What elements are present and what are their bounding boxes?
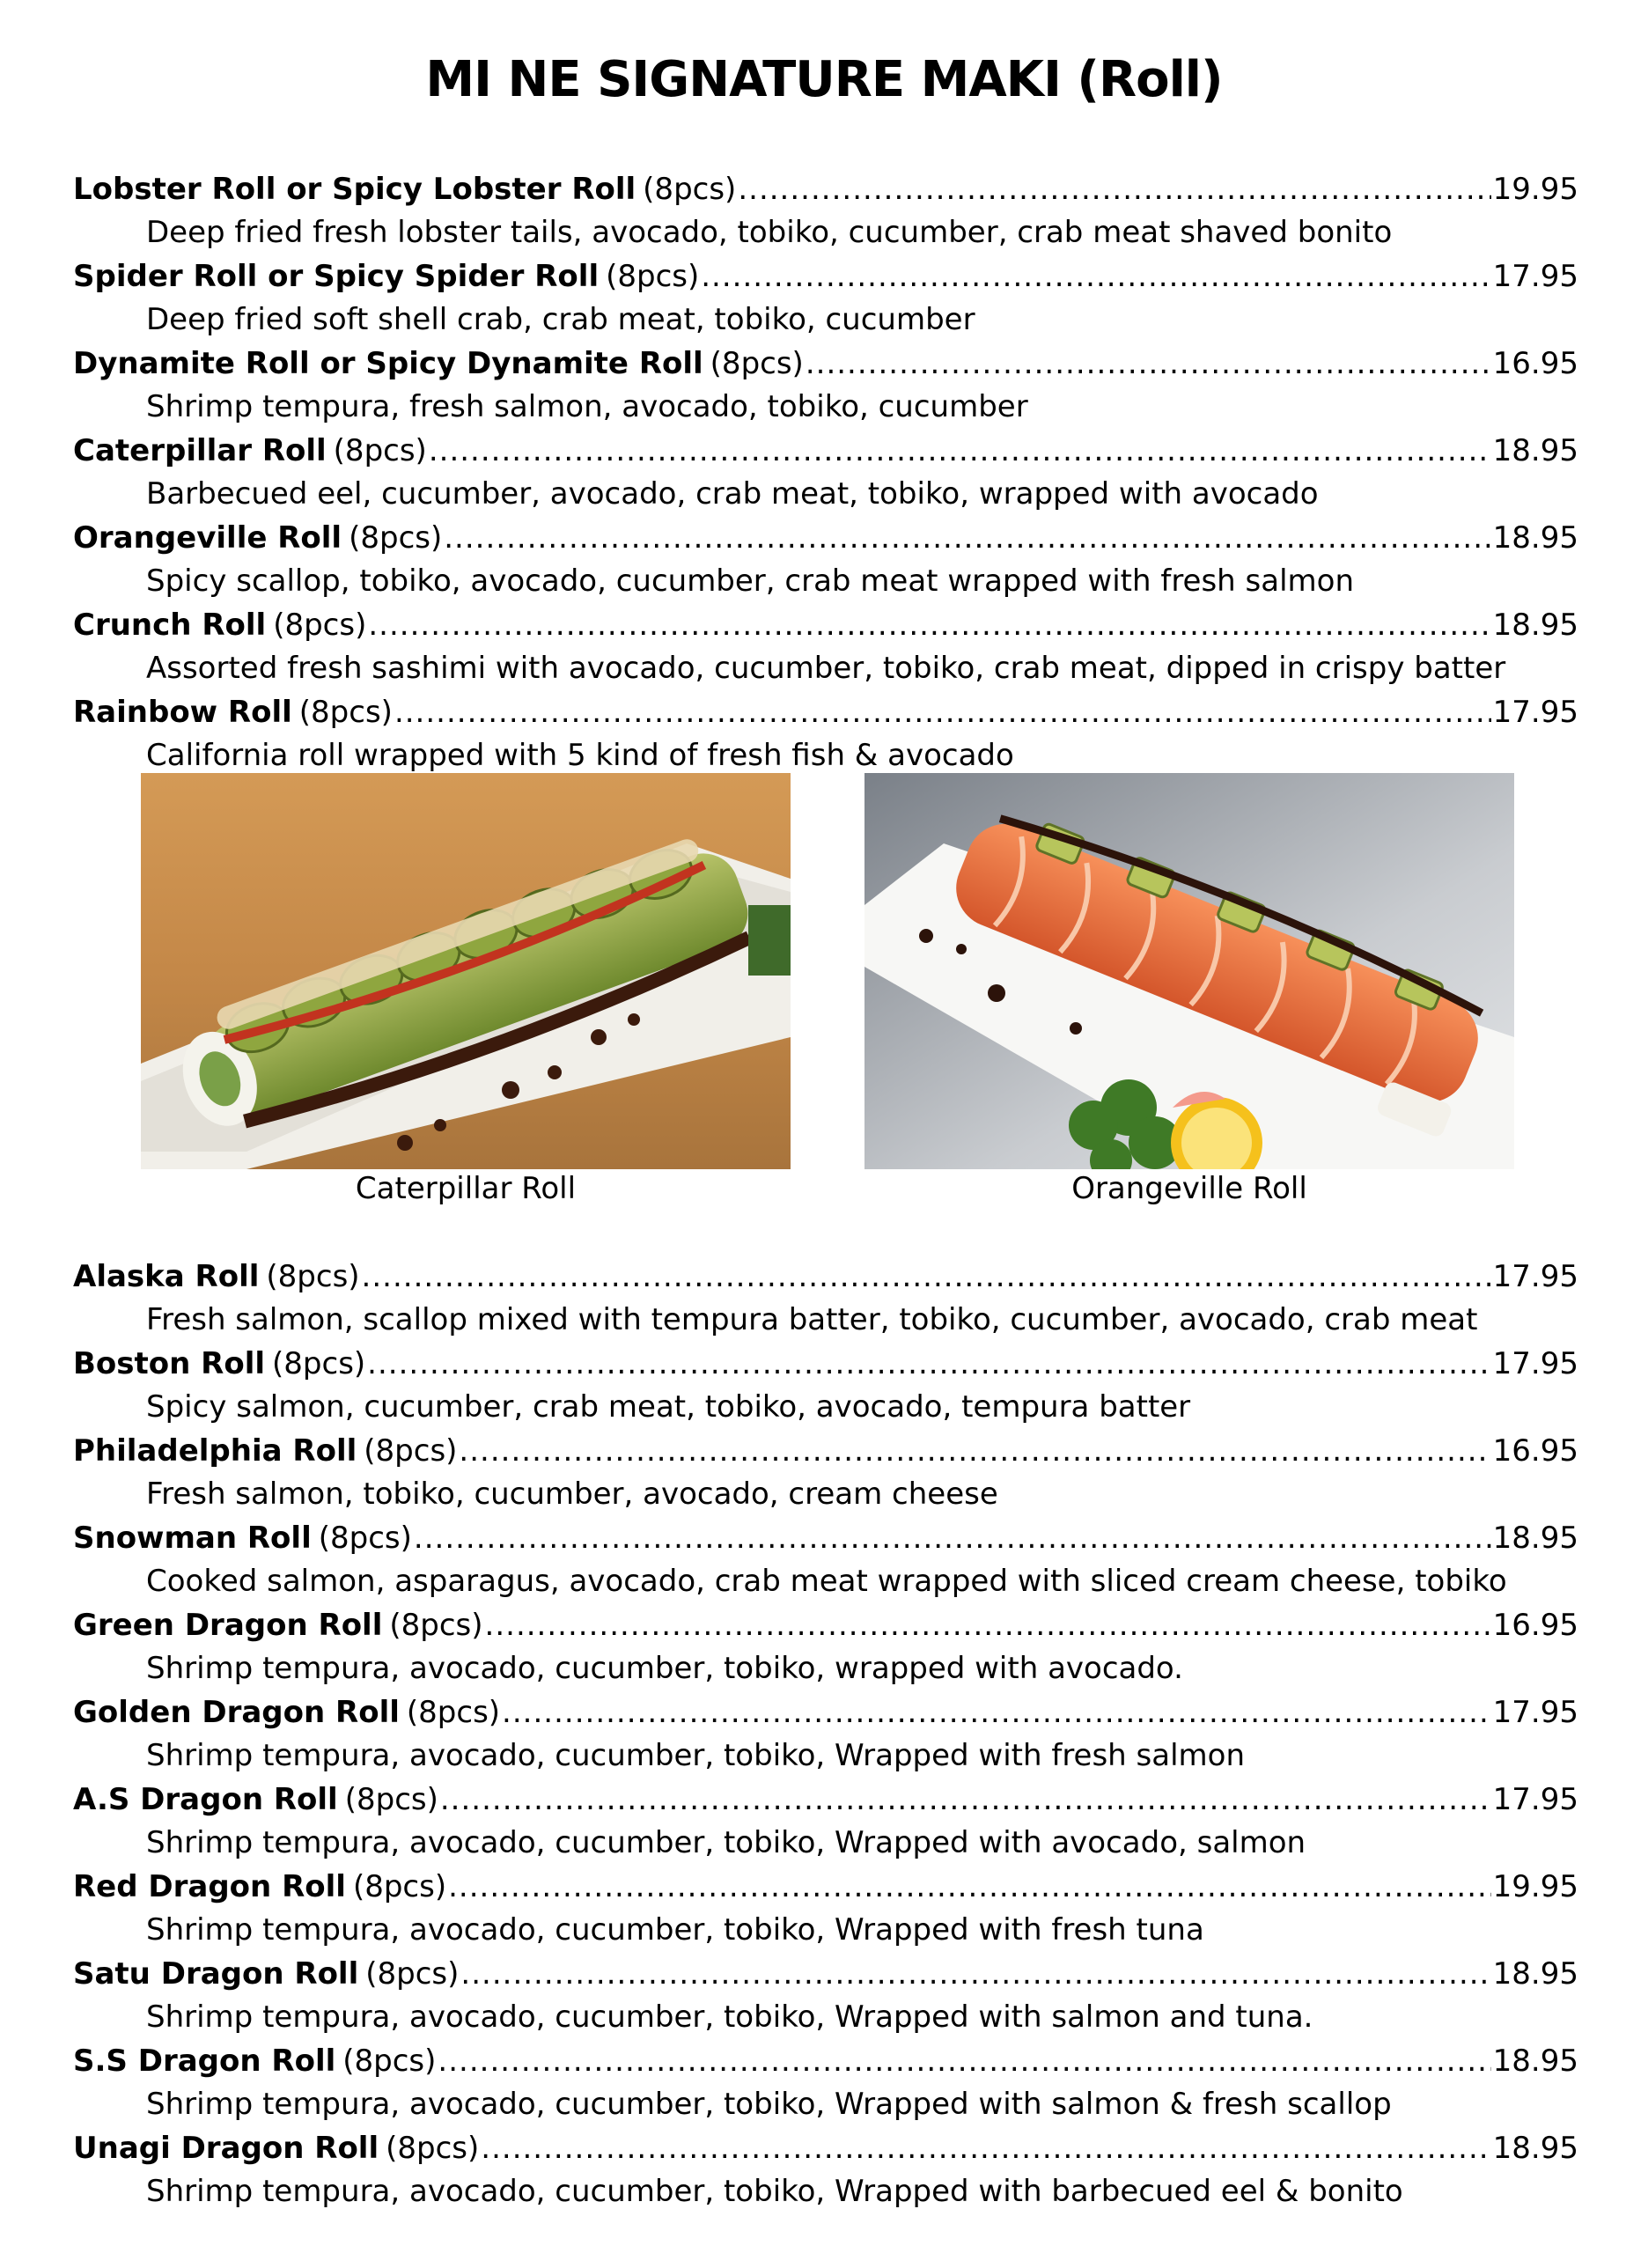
item-name: Green Dragon Roll bbox=[73, 1608, 383, 1643]
dot-leader bbox=[438, 2039, 1490, 2083]
item-price: 19.95 bbox=[1492, 1869, 1578, 1904]
item-quantity: (8pcs) bbox=[364, 1433, 458, 1469]
item-price: 17.95 bbox=[1492, 1259, 1578, 1294]
item-price: 18.95 bbox=[1492, 433, 1578, 468]
item-description: Spicy scallop, tobiko, avocado, cucumber, crab meat wrapped with fresh salmon bbox=[146, 563, 1355, 599]
item-name: Caterpillar Roll bbox=[73, 433, 327, 468]
item-name: Alaska Roll bbox=[73, 1259, 260, 1294]
item-quantity: (8pcs) bbox=[344, 1782, 438, 1817]
item-quantity: (8pcs) bbox=[365, 1956, 460, 1992]
menu-item bbox=[73, 167, 1578, 254]
item-description: Fresh salmon, scallop mixed with tempura batter, tobiko, cucumber, avocado, crab meat bbox=[146, 1302, 1478, 1337]
dot-leader bbox=[460, 1952, 1490, 1996]
dot-leader bbox=[459, 1429, 1490, 1473]
item-price: 18.95 bbox=[1492, 608, 1578, 643]
item-quantity: (8pcs) bbox=[266, 1259, 360, 1294]
menu-item bbox=[73, 690, 1578, 777]
photo-caption: Caterpillar Roll bbox=[355, 1171, 577, 1206]
item-name: Snowman Roll bbox=[73, 1521, 312, 1556]
dot-leader bbox=[485, 1603, 1491, 1647]
item-quantity: (8pcs) bbox=[643, 172, 737, 207]
item-quantity: (8pcs) bbox=[342, 2043, 437, 2079]
item-quantity: (8pcs) bbox=[710, 346, 804, 381]
dot-leader bbox=[429, 429, 1491, 473]
item-name: Golden Dragon Roll bbox=[73, 1695, 400, 1730]
dot-leader bbox=[368, 603, 1490, 647]
menu-item bbox=[73, 1690, 1578, 1778]
item-description: Spicy salmon, cucumber, crab meat, tobiko, avocado, tempura batter bbox=[146, 1389, 1191, 1425]
item-description: Fresh salmon, tobiko, cucumber, avocado, cream cheese bbox=[146, 1476, 998, 1512]
menu-item bbox=[73, 516, 1578, 603]
menu-item bbox=[73, 1255, 1578, 1342]
photo-caption: Orangeville Roll bbox=[1071, 1171, 1307, 1206]
menu-item bbox=[73, 2039, 1578, 2126]
item-quantity: (8pcs) bbox=[318, 1521, 412, 1556]
menu-item bbox=[73, 342, 1578, 429]
item-description: Barbecued eel, cucumber, avocado, crab meat, tobiko, wrapped with avocado bbox=[146, 476, 1319, 512]
dot-leader bbox=[367, 1342, 1490, 1386]
menu-item bbox=[73, 2126, 1578, 2213]
item-description: Shrimp tempura, avocado, cucumber, tobiko, Wrapped with avocado, salmon bbox=[146, 1825, 1306, 1860]
item-price: 16.95 bbox=[1492, 1433, 1578, 1469]
menu-list-bottom bbox=[73, 1255, 1578, 2213]
item-price: 17.95 bbox=[1492, 259, 1578, 294]
menu-item bbox=[73, 1865, 1578, 1952]
item-quantity: (8pcs) bbox=[352, 1869, 447, 1904]
item-quantity: (8pcs) bbox=[406, 1695, 501, 1730]
item-quantity: (8pcs) bbox=[386, 2131, 480, 2166]
item-name: Philadelphia Roll bbox=[73, 1433, 357, 1469]
item-description: Shrimp tempura, avocado, cucumber, tobiko, Wrapped with fresh salmon bbox=[146, 1738, 1246, 1773]
menu-item bbox=[73, 1952, 1578, 2039]
item-name: Red Dragon Roll bbox=[73, 1869, 346, 1904]
item-quantity: (8pcs) bbox=[298, 695, 393, 730]
dot-leader bbox=[701, 254, 1490, 298]
item-quantity: (8pcs) bbox=[606, 259, 700, 294]
dot-leader bbox=[448, 1865, 1491, 1909]
dot-leader bbox=[806, 342, 1491, 386]
item-price: 17.95 bbox=[1492, 1782, 1578, 1817]
item-name: Crunch Roll bbox=[73, 608, 267, 643]
menu-item bbox=[73, 429, 1578, 516]
item-name: Rainbow Roll bbox=[73, 695, 292, 730]
item-price: 18.95 bbox=[1492, 520, 1578, 556]
item-name: A.S Dragon Roll bbox=[73, 1782, 338, 1817]
dot-leader bbox=[444, 516, 1490, 560]
item-name: Orangeville Roll bbox=[73, 520, 342, 556]
item-name: S.S Dragon Roll bbox=[73, 2043, 336, 2079]
item-description: Cooked salmon, asparagus, avocado, crab meat wrapped with sliced cream cheese, tobiko bbox=[146, 1564, 1507, 1599]
item-quantity: (8pcs) bbox=[272, 1346, 366, 1381]
menu-list-top bbox=[73, 167, 1578, 777]
item-quantity: (8pcs) bbox=[273, 608, 367, 643]
item-quantity: (8pcs) bbox=[349, 520, 443, 556]
dot-leader bbox=[481, 2126, 1490, 2170]
dot-leader bbox=[394, 690, 1491, 734]
item-price: 16.95 bbox=[1492, 346, 1578, 381]
menu-item bbox=[73, 603, 1578, 690]
item-price: 17.95 bbox=[1492, 1346, 1578, 1381]
menu-item bbox=[73, 1429, 1578, 1516]
dot-leader bbox=[414, 1516, 1491, 1560]
item-price: 18.95 bbox=[1492, 2043, 1578, 2079]
item-description: Shrimp tempura, avocado, cucumber, tobiko, Wrapped with salmon and tuna. bbox=[146, 1999, 1313, 2035]
item-description: Shrimp tempura, avocado, cucumber, tobiko, Wrapped with salmon & fresh scallop bbox=[146, 2087, 1392, 2122]
menu-item bbox=[73, 1778, 1578, 1865]
item-name: Satu Dragon Roll bbox=[73, 1956, 359, 1992]
item-quantity: (8pcs) bbox=[333, 433, 427, 468]
menu-item bbox=[73, 1342, 1578, 1429]
dot-leader bbox=[738, 167, 1490, 211]
item-description: Deep fried fresh lobster tails, avocado, tobiko, cucumber, crab meat shaved bonito bbox=[146, 215, 1393, 250]
item-quantity: (8pcs) bbox=[389, 1608, 483, 1643]
item-price: 17.95 bbox=[1492, 1695, 1578, 1730]
item-price: 16.95 bbox=[1492, 1608, 1578, 1643]
item-price: 18.95 bbox=[1492, 1956, 1578, 1992]
item-price: 19.95 bbox=[1492, 172, 1578, 207]
menu-item bbox=[73, 1603, 1578, 1690]
dot-leader bbox=[362, 1255, 1491, 1299]
item-name: Spider Roll or Spicy Spider Roll bbox=[73, 259, 600, 294]
item-description: California roll wrapped with 5 kind of fresh fish & avocado bbox=[146, 738, 1014, 773]
item-price: 17.95 bbox=[1492, 695, 1578, 730]
item-name: Boston Roll bbox=[73, 1346, 266, 1381]
item-description: Assorted fresh sashimi with avocado, cucumber, tobiko, crab meat, dipped in crispy batter bbox=[146, 651, 1506, 686]
item-name: Lobster Roll or Spicy Lobster Roll bbox=[73, 172, 636, 207]
item-description: Deep fried soft shell crab, crab meat, tobiko, cucumber bbox=[146, 302, 975, 337]
dot-leader bbox=[440, 1778, 1491, 1822]
menu-item bbox=[73, 254, 1578, 342]
item-description: Shrimp tempura, avocado, cucumber, tobiko, Wrapped with fresh tuna bbox=[146, 1912, 1204, 1948]
item-name: Unagi Dragon Roll bbox=[73, 2131, 379, 2166]
menu-item bbox=[73, 1516, 1578, 1603]
item-description: Shrimp tempura, avocado, cucumber, tobiko, wrapped with avocado. bbox=[146, 1651, 1183, 1686]
caterpillar-roll-photo bbox=[141, 773, 791, 1169]
item-description: Shrimp tempura, fresh salmon, avocado, tobiko, cucumber bbox=[146, 389, 1028, 424]
item-name: Dynamite Roll or Spicy Dynamite Roll bbox=[73, 346, 703, 381]
item-price: 18.95 bbox=[1492, 2131, 1578, 2166]
item-price: 18.95 bbox=[1492, 1521, 1578, 1556]
dot-leader bbox=[502, 1690, 1491, 1734]
item-description: Shrimp tempura, avocado, cucumber, tobiko, Wrapped with barbecued eel & bonito bbox=[146, 2174, 1403, 2209]
page-title: MI NE SIGNATURE MAKI (Roll) bbox=[425, 51, 1223, 108]
orangeville-roll-photo bbox=[864, 773, 1514, 1169]
